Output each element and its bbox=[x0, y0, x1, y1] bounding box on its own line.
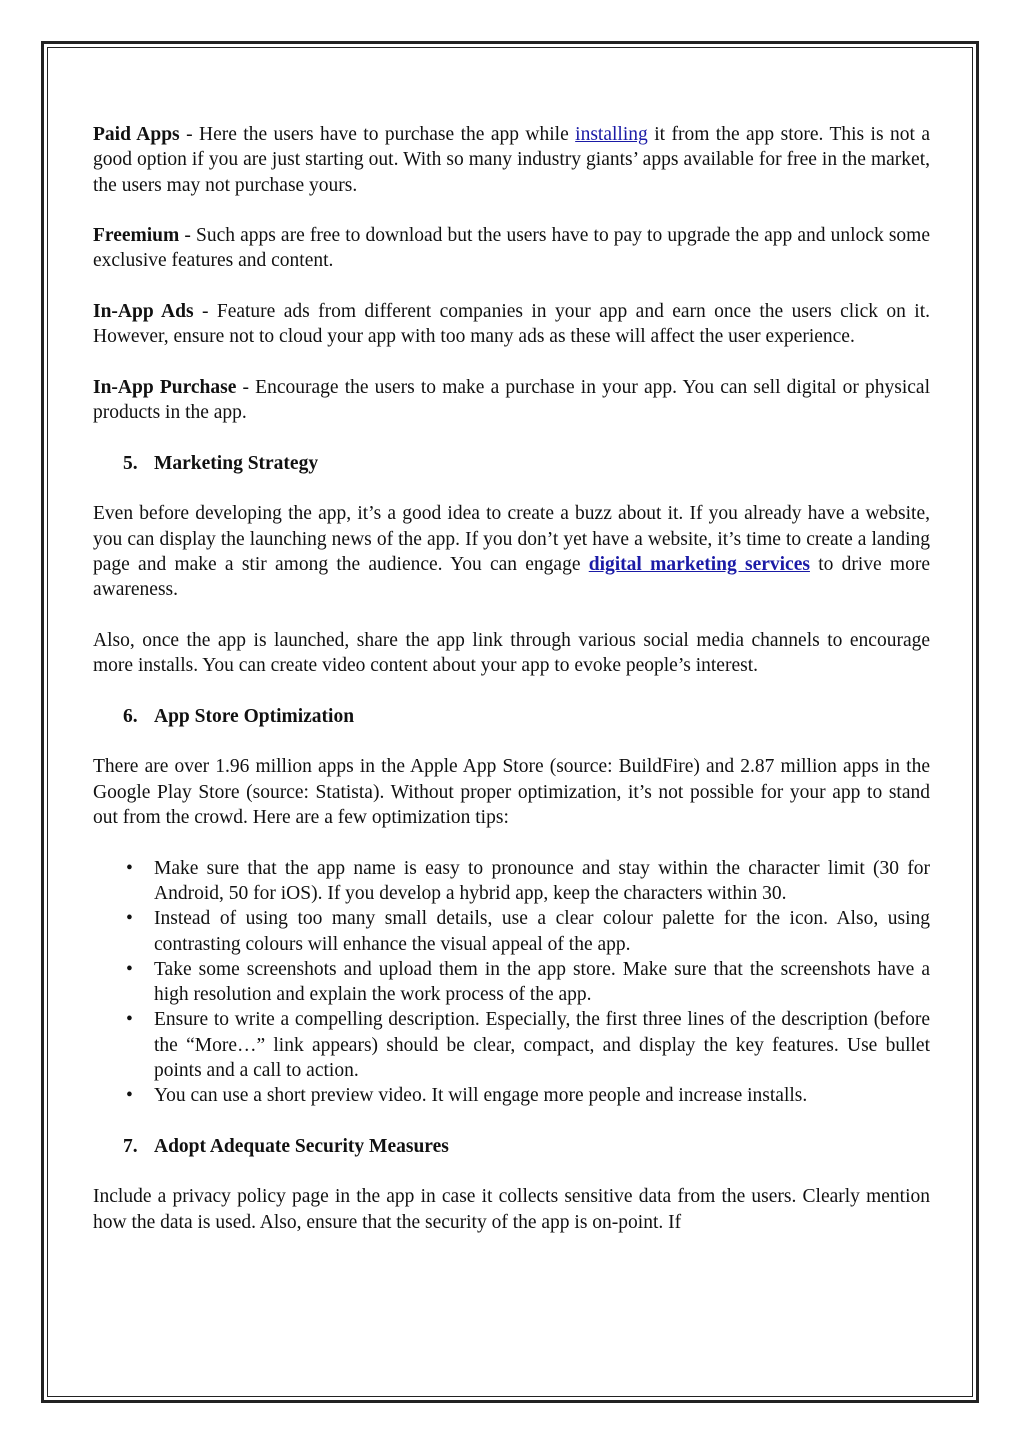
list-item bbox=[93, 957, 930, 1008]
list-item-text: Instead of using too many small details, use a clear colour palette for the icon. Also, using contrasting colours will enhance the visual appeal of the app. bbox=[154, 908, 930, 955]
in-app-purchase-text: - Encourage the users to make a purchase in your app. You can sell digital or physical products in the app. bbox=[93, 376, 930, 424]
freemium-term: Freemium bbox=[93, 225, 180, 247]
document-body bbox=[93, 122, 930, 1260]
section-6-title: App Store Optimization bbox=[154, 705, 355, 727]
digital-marketing-services-link[interactable]: digital marketing services bbox=[588, 554, 810, 576]
section-7-number: 7. bbox=[123, 1135, 138, 1157]
marketing-text: Even before developing the app, it’s a good idea to create a buzz about it. If you already have a website, you can display the launching news of the app. If you don’t yet have a website, it’s time to create a landing page and make a stir among the audience. You can engage bbox=[93, 503, 930, 576]
list-item-text: You can use a short preview video. It will engage more people and increase installs. bbox=[154, 1085, 808, 1107]
marketing-paragraph-1 bbox=[93, 501, 930, 602]
marketing-paragraph-2: Also, once the app is launched, share the app link through various social media channels to encourage more installs. You can create video content about your app to evoke people’s interest. bbox=[93, 629, 930, 677]
in-app-purchase-term: In-App Purchase bbox=[93, 376, 237, 398]
bullet-icon: • bbox=[126, 908, 133, 930]
bullet-icon: • bbox=[126, 1009, 133, 1031]
list-item bbox=[93, 906, 930, 957]
list-item bbox=[93, 856, 930, 907]
list-item bbox=[93, 1007, 930, 1083]
bullet-icon: • bbox=[126, 857, 133, 879]
section-7-heading bbox=[93, 1134, 930, 1159]
list-item bbox=[93, 1083, 930, 1108]
installing-link[interactable]: installing bbox=[575, 124, 648, 145]
freemium-text: - Such apps are free to download but the users have to pay to upgrade the app and unlock some exclusive features and content. bbox=[93, 225, 930, 272]
paid-apps-paragraph bbox=[93, 122, 930, 198]
bullet-icon: • bbox=[126, 958, 133, 980]
section-5-heading bbox=[93, 451, 930, 476]
section-7-title: Adopt Adequate Security Measures bbox=[154, 1135, 449, 1157]
in-app-ads-paragraph bbox=[93, 299, 930, 350]
in-app-purchase-paragraph bbox=[93, 375, 930, 426]
section-5-title: Marketing Strategy bbox=[154, 452, 319, 474]
section-6-number: 6. bbox=[123, 705, 138, 727]
section-6-heading bbox=[93, 704, 930, 729]
list-item-text: Ensure to write a compelling description. Especially, the first three lines of the description (before the “More…” link appears) should be clear, compact, and display the key features. Use bullet points and a call to action. bbox=[154, 1009, 930, 1081]
aso-tips-list bbox=[93, 856, 930, 1109]
section-5-number: 5. bbox=[123, 452, 138, 474]
marketing-text-end: to drive more awareness. bbox=[93, 554, 930, 601]
paid-apps-term: Paid Apps bbox=[93, 124, 180, 145]
paid-apps-text-end: it from the app store. This is not a good option if you are just starting out. With so many industry giants’ apps available for free in the market, the users may not purchase yours. bbox=[93, 124, 930, 196]
security-paragraph: Include a privacy policy page in the app in case it collects sensitive data from the users. Clearly mention how the data is used. Also, ensure that the security of the app is on-point. If bbox=[93, 1186, 930, 1233]
in-app-ads-text: - Feature ads from different companies in your app and earn once the users click on it. However, ensure not to cloud your app with too many ads as these will affect the user experience. bbox=[93, 301, 930, 348]
list-item-text: Take some screenshots and upload them in the app store. Make sure that the screenshots have a high resolution and explain the work process of the app. bbox=[154, 958, 930, 1006]
list-item-text: Make sure that the app name is easy to pronounce and stay within the character limit (30 for Android, 50 for iOS). If you develop a hybrid app, keep the characters within 30. bbox=[154, 857, 930, 904]
paid-apps-text: - Here the users have to purchase the app while bbox=[179, 124, 576, 145]
in-app-ads-term: In-App Ads bbox=[93, 301, 194, 323]
bullet-icon: • bbox=[126, 1085, 133, 1107]
aso-intro-paragraph: There are over 1.96 million apps in the Apple App Store (source: BuildFire) and 2.87 million apps in the Google Play Store (source: Statista). Without proper optimization, it’s not possible for your app to stand out from the crowd. Here are a few optimization tips: bbox=[93, 756, 930, 829]
freemium-paragraph bbox=[93, 223, 930, 274]
